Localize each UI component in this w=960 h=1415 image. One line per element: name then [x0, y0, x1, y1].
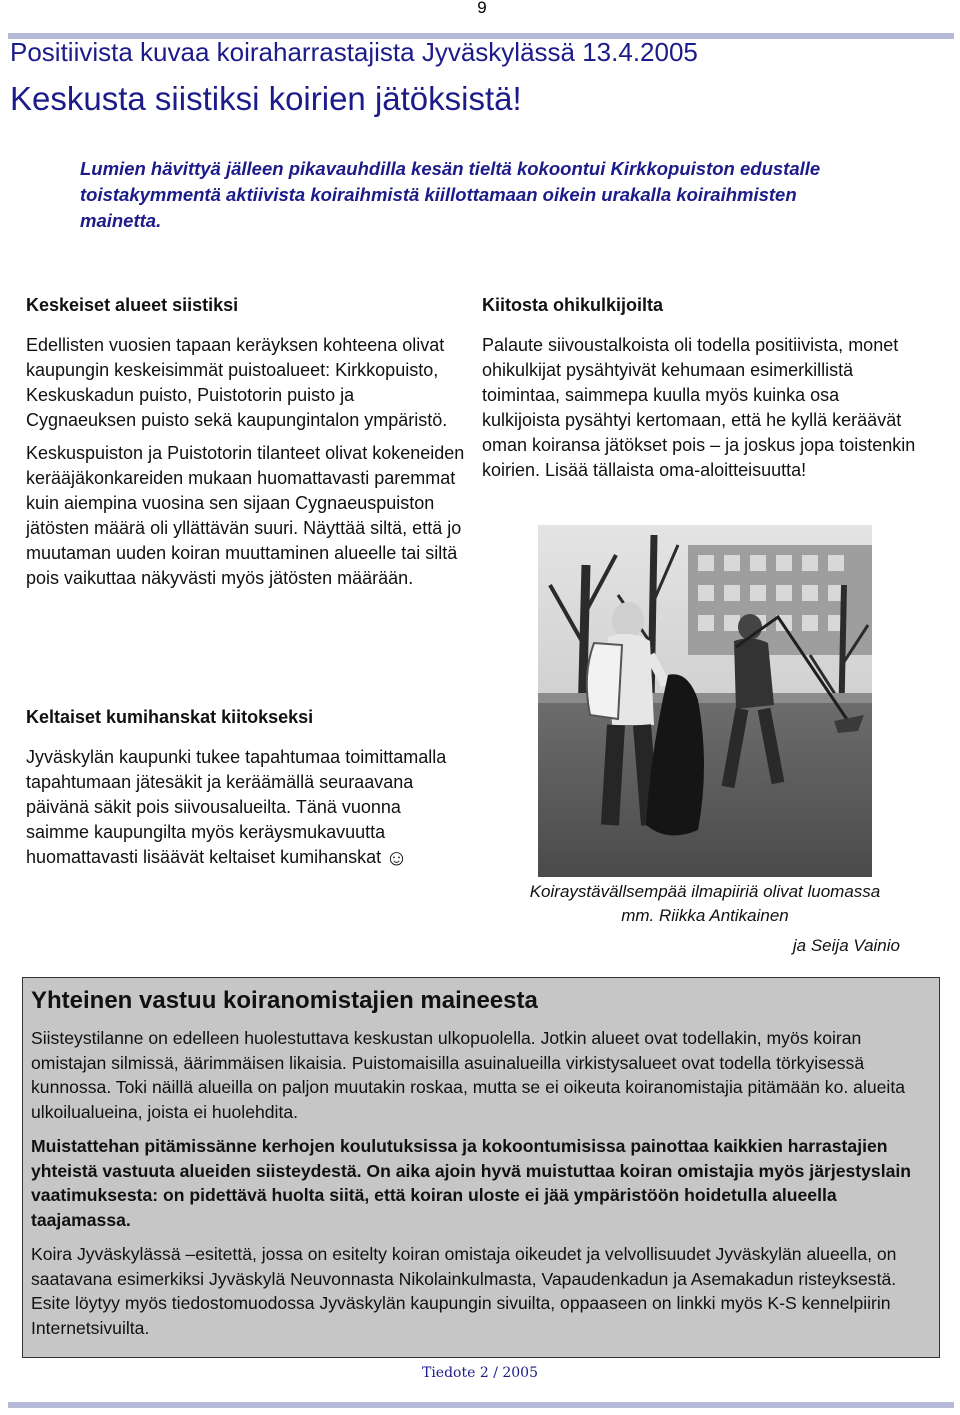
cleanup-photo	[538, 525, 872, 877]
responsibility-paragraph-1: Siisteystilanne on edelleen huolestuttava keskustan ulkopuolella. Jotkin alueet ovat todellakin, myös koiran omistajan silmissä, äärimmäisen likaisia. Puistomaisilla asuinalueilla virkistysalueet ovat todella törkyisessä kunnossa. Toki näillä alueilla on paljon muutakin roskaa, mutta se ei oikeuta koiranomistajia pitämään ko. alueita ulkoilualueina, joista ei huolehdita.	[31, 1028, 905, 1122]
gloves-paragraph-wrap	[26, 745, 466, 870]
gloves-paragraph: Jyväskylän kaupunki tukee tapahtumaa toimittamalla tapahtumaan jätesäkit ja keräämällä seuraavana päivänä säkit pois siivousalueilta. Tänä vuonna saimme kaupungilta myös keräysmukavuutta huomattavasti lisäävät keltaiset kumihanskat	[26, 747, 447, 867]
gloves-section	[26, 706, 466, 878]
responsibility-paragraph-2: Muistattehan pitämissänne kerhojen koulutuksissa ja kokoontumisissa painottaa kaikkien harrastajien yhteistä vastuuta alueiden siisteydestä. On aika ajoin hyvä muistuttaa koiran omistajia myös järjestyslain vaatimuksesta: on pidettävä huolta siitä, että koiran uloste ei jää ympäristöön hoidetulla alueella taajamassa.	[31, 1136, 912, 1230]
responsibility-box	[22, 977, 940, 1358]
smiley-icon: ☺	[385, 845, 408, 870]
left-column	[26, 294, 466, 599]
left-column-paragraph-2: Keskuspuiston ja Puistotorin tilanteet olivat kokeneiden kerääjäkonkareiden mukaan huomattavasti paremmat kuin aiempina vuosina sen sijaan Cygnaeuspuiston jätösten määrä oli yllättävän suuri. Näyttää siltä, että jo muutaman uuden koiran muuttaminen alueelle tai siltä pois vaikuttaa näkyvästi myös jätösten määrään.	[26, 443, 465, 588]
bottom-rule	[8, 1402, 954, 1408]
left-column-paragraph-1: Edellisten vuosien tapaan keräyksen kohteena olivat kaupungin keskeisimmät puistoalueet: Kirkkopuisto, Keskuskadun puisto, Puistotorin puisto ja Cygnaeuksen puisto sekä kaupungintalon ympäristö.	[26, 335, 448, 430]
left-column-heading: Keskeiset alueet siistiksi	[26, 295, 239, 315]
right-column-paragraph: Palaute siivoustalkoista oli todella positiivista, monet ohikulkijat pysähtyivät kehumaan esimerkillistä toimintaa, saimmepa kuulla myös kuinka osa kulkijoista pysähtyi kertomaan, että he kyllä keräävät oman koiransa jätökset pois – ja joskus jopa toistenkin koirien. Lisää tällaista oma-aloitteisuutta!	[482, 335, 916, 480]
photo-caption: Koiraystävällsempää ilmapiiriä olivat luomassa mm. Riikka Antikainen	[529, 882, 881, 925]
right-column	[482, 294, 922, 491]
responsibility-heading: Yhteinen vastuu koiranomistajien maineesta	[31, 987, 538, 1014]
gloves-heading: Keltaiset kumihanskat kiitokseksi	[26, 707, 314, 727]
right-column-heading: Kiitosta ohikulkijoilta	[482, 295, 664, 315]
article-title-line1: Positiivista kuvaa koiraharrastajista Jyväskylässä 13.4.2005	[10, 37, 698, 67]
photo-caption-extra: ja Seija Vainio	[792, 936, 900, 955]
page-number: 9	[477, 0, 487, 17]
responsibility-paragraph-3: Koira Jyväskylässä –esitettä, jossa on esitelty koiran omistaja oikeudet ja velvollisuudet Jyväskylän alueella, on saatavana esimerkiksi Jyväskylä Neuvonnasta Nikolainkulmasta, Vapaudenkadun ja Asemakadun risteyksestä. Esite löytyy myös tiedostomuodossa Jyväskylän kaupungin sivuilta, oppaaseen on linkki myös K-S kennelpiirin Internetsivuilta.	[31, 1244, 897, 1338]
lead-paragraph: Lumien hävittyä jälleen pikavauhdilla kesän tieltä kokoontui Kirkkopuiston edustalle toistakymmentä aktiivista koiraihmistä kiillottamaan oikein urakalla koiraihmisten mainetta.	[80, 158, 821, 231]
article-title-line2: Keskusta siistiksi koirien jätöksistä!	[10, 80, 522, 117]
footer-publication: Tiedote 2 / 2005	[421, 1365, 538, 1381]
